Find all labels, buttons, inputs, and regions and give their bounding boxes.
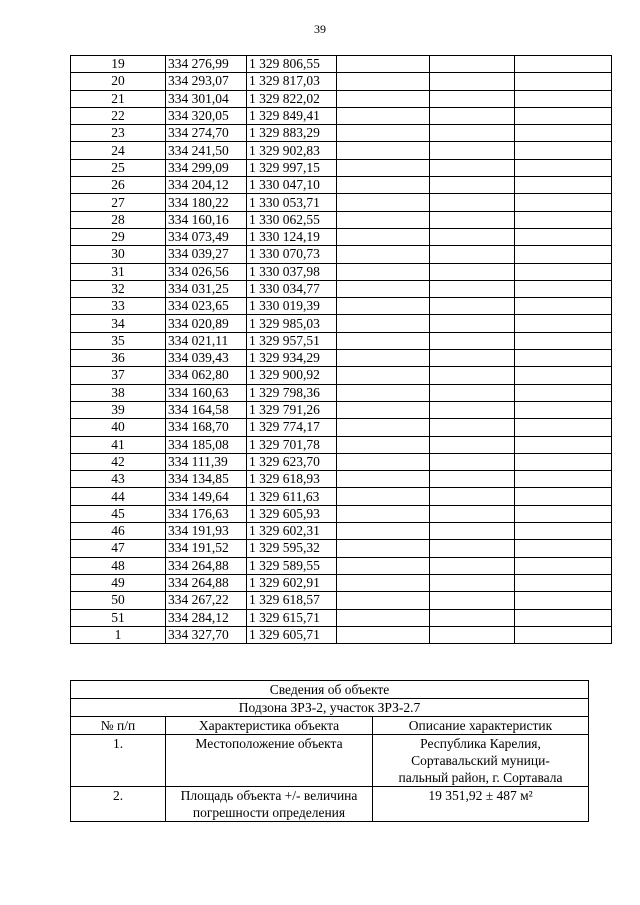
object-row-location — [71, 735, 589, 787]
empty-cell — [515, 107, 612, 124]
coordinate-x: 334 039,27 — [166, 246, 247, 263]
coordinate-x: 334 241,50 — [166, 142, 247, 159]
empty-cell — [430, 159, 515, 176]
empty-cell — [515, 626, 612, 643]
empty-cell — [515, 263, 612, 280]
empty-cell — [515, 367, 612, 384]
point-number: 43 — [71, 471, 166, 488]
empty-cell — [430, 557, 515, 574]
point-number: 42 — [71, 453, 166, 470]
row-characteristic — [166, 735, 373, 787]
empty-cell — [515, 505, 612, 522]
coordinate-y: 1 329 957,51 — [247, 332, 337, 349]
coordinate-x: 334 264,88 — [166, 574, 247, 591]
coordinate-y: 1 329 822,02 — [247, 90, 337, 107]
table-row — [71, 125, 612, 142]
empty-cell — [515, 332, 612, 349]
empty-cell — [515, 194, 612, 211]
object-info-subtitle: Подзона ЗРЗ-2, участок ЗРЗ-2.7 — [71, 699, 589, 717]
coordinate-y: 1 330 034,77 — [247, 280, 337, 297]
coordinate-x: 334 026,56 — [166, 263, 247, 280]
coordinate-y: 1 329 618,93 — [247, 471, 337, 488]
coordinate-y: 1 329 602,91 — [247, 574, 337, 591]
table-row — [71, 332, 612, 349]
empty-cell — [515, 125, 612, 142]
empty-cell — [430, 419, 515, 436]
empty-cell — [337, 177, 430, 194]
empty-cell — [337, 488, 430, 505]
empty-cell — [337, 298, 430, 315]
coordinate-x: 334 204,12 — [166, 177, 247, 194]
point-number: 26 — [71, 177, 166, 194]
empty-cell — [337, 107, 430, 124]
empty-cell — [515, 401, 612, 418]
empty-cell — [430, 471, 515, 488]
empty-cell — [515, 350, 612, 367]
coordinate-y: 1 329 589,55 — [247, 557, 337, 574]
coordinate-y: 1 329 618,57 — [247, 592, 337, 609]
row-number: 1. — [71, 735, 166, 787]
point-number: 34 — [71, 315, 166, 332]
empty-cell — [515, 419, 612, 436]
point-number: 22 — [71, 107, 166, 124]
coordinate-x: 334 031,25 — [166, 280, 247, 297]
table-row — [71, 574, 612, 591]
point-number: 1 — [71, 626, 166, 643]
empty-cell — [337, 280, 430, 297]
table-row — [71, 298, 612, 315]
empty-cell — [337, 574, 430, 591]
empty-cell — [430, 523, 515, 540]
coordinate-x: 334 134,85 — [166, 471, 247, 488]
table-row — [71, 142, 612, 159]
description-line: Сортавальский муници- — [411, 753, 550, 768]
table-row — [71, 228, 612, 245]
coordinate-y: 1 329 623,70 — [247, 453, 337, 470]
point-number: 25 — [71, 159, 166, 176]
empty-cell — [515, 298, 612, 315]
empty-cell — [515, 488, 612, 505]
point-number: 31 — [71, 263, 166, 280]
point-number: 29 — [71, 228, 166, 245]
table-row — [71, 367, 612, 384]
row-description — [373, 787, 589, 822]
coordinate-x: 334 264,88 — [166, 557, 247, 574]
coordinate-x: 334 021,11 — [166, 332, 247, 349]
empty-cell — [430, 540, 515, 557]
point-number: 37 — [71, 367, 166, 384]
empty-cell — [337, 350, 430, 367]
empty-cell — [515, 73, 612, 90]
empty-cell — [430, 609, 515, 626]
table-row — [71, 280, 612, 297]
coordinate-x: 334 062,80 — [166, 367, 247, 384]
coordinate-y: 1 329 791,26 — [247, 401, 337, 418]
coordinate-y: 1 329 997,15 — [247, 159, 337, 176]
empty-cell — [515, 523, 612, 540]
empty-cell — [430, 401, 515, 418]
point-number: 30 — [71, 246, 166, 263]
empty-cell — [515, 246, 612, 263]
object-info-title: Сведения об объекте — [71, 681, 589, 699]
table-row — [71, 246, 612, 263]
table-row — [71, 211, 612, 228]
point-number: 48 — [71, 557, 166, 574]
point-number: 44 — [71, 488, 166, 505]
coordinate-x: 334 073,49 — [166, 228, 247, 245]
empty-cell — [337, 609, 430, 626]
empty-cell — [515, 228, 612, 245]
empty-cell — [430, 505, 515, 522]
empty-cell — [430, 246, 515, 263]
point-number: 19 — [71, 56, 166, 73]
coordinate-x: 334 160,63 — [166, 384, 247, 401]
coordinate-x: 334 320,05 — [166, 107, 247, 124]
coordinate-y: 1 329 806,55 — [247, 56, 337, 73]
empty-cell — [430, 453, 515, 470]
empty-cell — [337, 263, 430, 280]
empty-cell — [337, 332, 430, 349]
empty-cell — [430, 142, 515, 159]
table-row — [71, 73, 612, 90]
empty-cell — [337, 540, 430, 557]
point-number: 27 — [71, 194, 166, 211]
coordinate-y: 1 329 595,32 — [247, 540, 337, 557]
empty-cell — [515, 56, 612, 73]
table-row — [71, 350, 612, 367]
coordinate-x: 334 160,16 — [166, 211, 247, 228]
coordinate-y: 1 329 615,71 — [247, 609, 337, 626]
coordinate-x: 334 191,52 — [166, 540, 247, 557]
point-number: 24 — [71, 142, 166, 159]
description-line: Республика Карелия, — [420, 736, 541, 751]
empty-cell — [515, 436, 612, 453]
coordinate-x: 334 111,39 — [166, 453, 247, 470]
table-row — [71, 56, 612, 73]
empty-cell — [515, 159, 612, 176]
coordinate-x: 334 301,04 — [166, 90, 247, 107]
table-row — [71, 523, 612, 540]
coordinate-y: 1 329 849,41 — [247, 107, 337, 124]
empty-cell — [337, 315, 430, 332]
empty-cell — [515, 384, 612, 401]
table-row — [71, 592, 612, 609]
empty-cell — [515, 471, 612, 488]
coordinate-x: 334 168,70 — [166, 419, 247, 436]
row-description — [373, 735, 589, 787]
empty-cell — [430, 488, 515, 505]
coordinate-y: 1 330 037,98 — [247, 263, 337, 280]
coordinate-x: 334 267,22 — [166, 592, 247, 609]
coordinate-y: 1 330 124,19 — [247, 228, 337, 245]
table-row — [71, 557, 612, 574]
table-row — [71, 315, 612, 332]
coordinate-x: 334 176,63 — [166, 505, 247, 522]
empty-cell — [515, 280, 612, 297]
empty-cell — [430, 263, 515, 280]
empty-cell — [430, 56, 515, 73]
point-number: 36 — [71, 350, 166, 367]
empty-cell — [515, 609, 612, 626]
description-line: пальный район, г. Сортавала — [398, 770, 563, 785]
table-row — [71, 177, 612, 194]
empty-cell — [337, 211, 430, 228]
point-number: 51 — [71, 609, 166, 626]
point-number: 33 — [71, 298, 166, 315]
empty-cell — [337, 142, 430, 159]
table-row — [71, 540, 612, 557]
point-number: 47 — [71, 540, 166, 557]
coordinate-y: 1 329 774,17 — [247, 419, 337, 436]
empty-cell — [337, 505, 430, 522]
empty-cell — [430, 194, 515, 211]
coordinate-x: 334 149,64 — [166, 488, 247, 505]
coordinate-x: 334 191,93 — [166, 523, 247, 540]
coordinate-x: 334 039,43 — [166, 350, 247, 367]
table-row — [71, 505, 612, 522]
empty-cell — [337, 626, 430, 643]
empty-cell — [515, 177, 612, 194]
empty-cell — [337, 557, 430, 574]
table-row — [71, 436, 612, 453]
row-number: 2. — [71, 787, 166, 822]
coordinate-x: 334 293,07 — [166, 73, 247, 90]
coordinate-x: 334 164,58 — [166, 401, 247, 418]
empty-cell — [337, 401, 430, 418]
table-row — [71, 626, 612, 643]
object-row-area — [71, 787, 589, 822]
empty-cell — [430, 107, 515, 124]
table-row — [71, 194, 612, 211]
coordinate-x: 334 180,22 — [166, 194, 247, 211]
empty-cell — [515, 574, 612, 591]
point-number: 45 — [71, 505, 166, 522]
empty-cell — [337, 471, 430, 488]
header-characteristic: Характеристика объекта — [166, 717, 373, 735]
empty-cell — [515, 211, 612, 228]
empty-cell — [337, 246, 430, 263]
coordinate-y: 1 330 053,71 — [247, 194, 337, 211]
empty-cell — [430, 436, 515, 453]
table-row — [71, 107, 612, 124]
table-row — [71, 263, 612, 280]
empty-cell — [515, 592, 612, 609]
table-row — [71, 609, 612, 626]
empty-cell — [430, 125, 515, 142]
header-description: Описание характеристик — [373, 717, 589, 735]
coordinate-x: 334 327,70 — [166, 626, 247, 643]
empty-cell — [430, 280, 515, 297]
table-row — [71, 471, 612, 488]
coordinate-y: 1 329 817,03 — [247, 73, 337, 90]
point-number: 50 — [71, 592, 166, 609]
empty-cell — [337, 436, 430, 453]
empty-cell — [430, 177, 515, 194]
characteristic-line: погрешности определения — [192, 805, 346, 820]
empty-cell — [515, 557, 612, 574]
coordinate-x: 334 185,08 — [166, 436, 247, 453]
empty-cell — [430, 332, 515, 349]
point-number: 46 — [71, 523, 166, 540]
coordinate-y: 1 329 605,71 — [247, 626, 337, 643]
description-line: 19 351,92 ± 487 м² — [428, 788, 533, 803]
point-number: 35 — [71, 332, 166, 349]
coordinate-y: 1 329 611,63 — [247, 488, 337, 505]
point-number: 21 — [71, 90, 166, 107]
empty-cell — [515, 315, 612, 332]
page-number: 39 — [314, 22, 326, 36]
empty-cell — [337, 523, 430, 540]
coordinate-y: 1 330 070,73 — [247, 246, 337, 263]
header-number: № п/п — [71, 717, 166, 735]
coordinate-y: 1 330 047,10 — [247, 177, 337, 194]
empty-cell — [430, 592, 515, 609]
point-number: 40 — [71, 419, 166, 436]
table-row — [71, 159, 612, 176]
empty-cell — [430, 384, 515, 401]
coordinate-x: 334 284,12 — [166, 609, 247, 626]
empty-cell — [430, 211, 515, 228]
table-row — [71, 90, 612, 107]
characteristic-line: Местоположение объекта — [195, 736, 343, 751]
empty-cell — [337, 453, 430, 470]
coordinate-y: 1 329 902,83 — [247, 142, 337, 159]
row-characteristic — [166, 787, 373, 822]
empty-cell — [337, 384, 430, 401]
table-row — [71, 488, 612, 505]
coordinate-y: 1 329 602,31 — [247, 523, 337, 540]
empty-cell — [515, 142, 612, 159]
empty-cell — [430, 350, 515, 367]
point-number: 20 — [71, 73, 166, 90]
coordinate-y: 1 329 701,78 — [247, 436, 337, 453]
point-number: 23 — [71, 125, 166, 142]
coordinate-x: 334 276,99 — [166, 56, 247, 73]
coordinate-y: 1 330 019,39 — [247, 298, 337, 315]
coordinate-x: 334 274,70 — [166, 125, 247, 142]
empty-cell — [337, 228, 430, 245]
empty-cell — [430, 315, 515, 332]
empty-cell — [515, 90, 612, 107]
table-row — [71, 384, 612, 401]
point-number: 32 — [71, 280, 166, 297]
coordinate-x: 334 299,09 — [166, 159, 247, 176]
point-number: 28 — [71, 211, 166, 228]
coordinate-y: 1 329 605,93 — [247, 505, 337, 522]
empty-cell — [430, 626, 515, 643]
table-row — [71, 419, 612, 436]
empty-cell — [430, 367, 515, 384]
empty-cell — [515, 453, 612, 470]
table-row — [71, 453, 612, 470]
empty-cell — [430, 228, 515, 245]
empty-cell — [337, 367, 430, 384]
point-number: 49 — [71, 574, 166, 591]
characteristic-line: Площадь объекта +/- величина — [180, 788, 358, 803]
empty-cell — [337, 56, 430, 73]
empty-cell — [337, 419, 430, 436]
empty-cell — [430, 73, 515, 90]
point-number: 41 — [71, 436, 166, 453]
empty-cell — [430, 298, 515, 315]
object-info-table — [70, 680, 589, 822]
coordinate-y: 1 330 062,55 — [247, 211, 337, 228]
empty-cell — [337, 159, 430, 176]
empty-cell — [337, 592, 430, 609]
empty-cell — [430, 574, 515, 591]
coordinate-y: 1 329 900,92 — [247, 367, 337, 384]
coordinate-y: 1 329 934,29 — [247, 350, 337, 367]
coordinates-table — [70, 55, 612, 644]
empty-cell — [337, 90, 430, 107]
table-row — [71, 401, 612, 418]
point-number: 38 — [71, 384, 166, 401]
empty-cell — [515, 540, 612, 557]
coordinate-y: 1 329 883,29 — [247, 125, 337, 142]
empty-cell — [337, 194, 430, 211]
point-number: 39 — [71, 401, 166, 418]
empty-cell — [430, 90, 515, 107]
coordinate-y: 1 329 985,03 — [247, 315, 337, 332]
empty-cell — [337, 73, 430, 90]
coordinate-x: 334 020,89 — [166, 315, 247, 332]
empty-cell — [337, 125, 430, 142]
coordinate-x: 334 023,65 — [166, 298, 247, 315]
coordinate-y: 1 329 798,36 — [247, 384, 337, 401]
